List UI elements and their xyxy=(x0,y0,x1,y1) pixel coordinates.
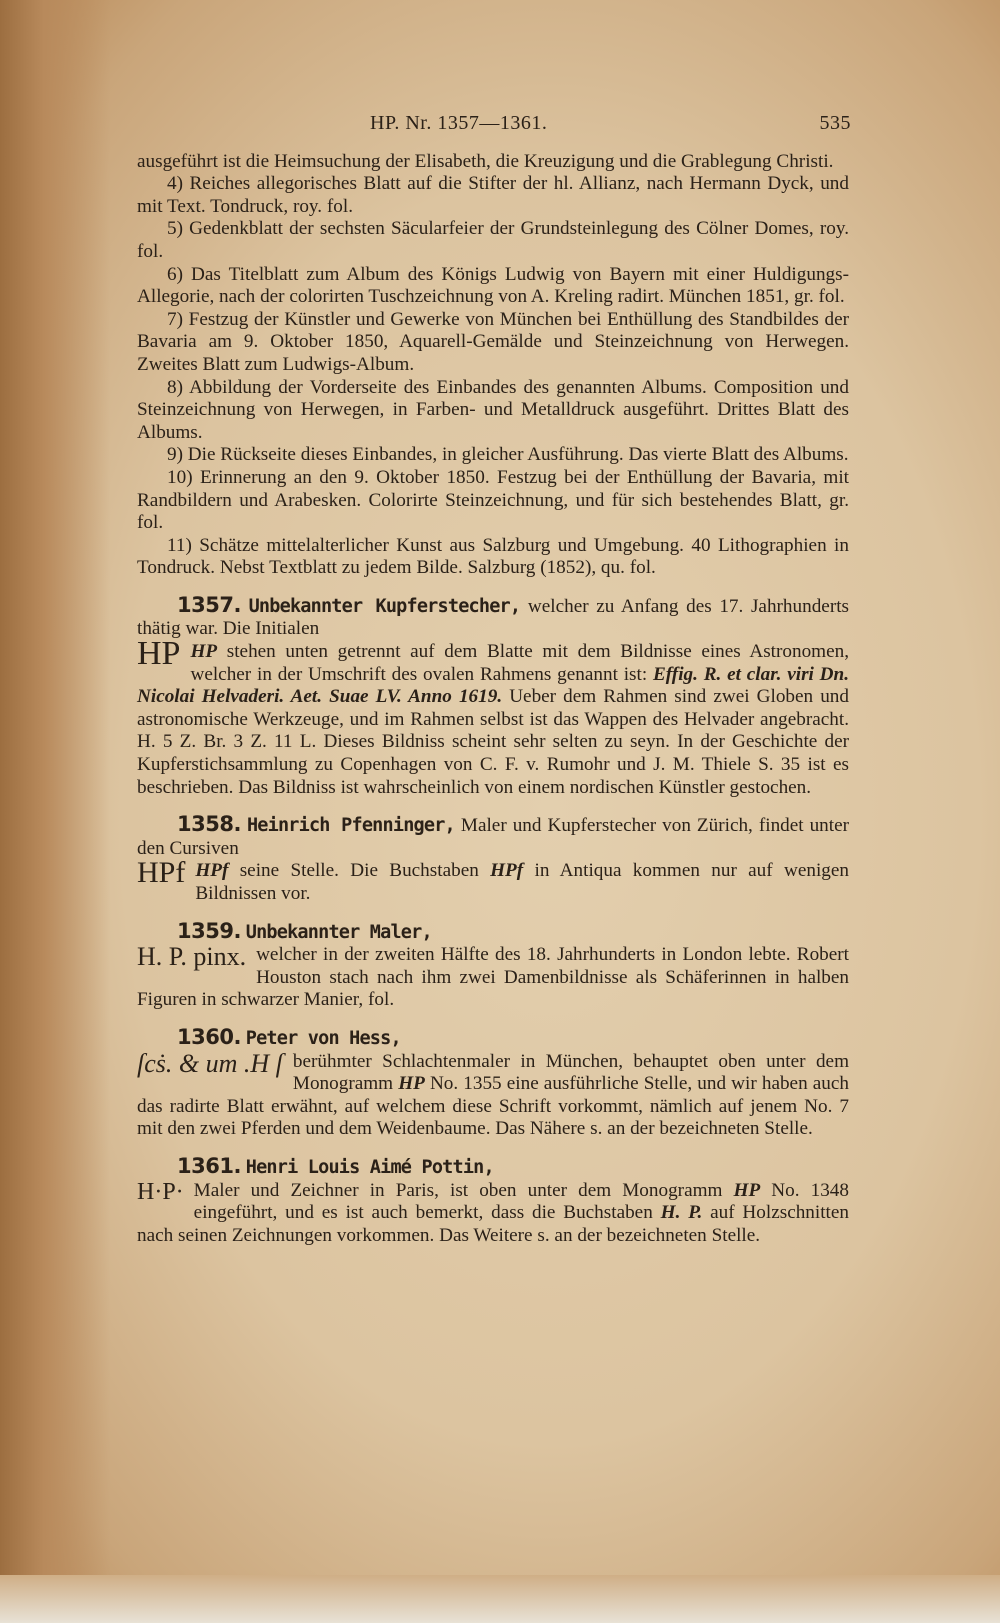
entry-number: 1361. xyxy=(177,1153,241,1178)
list-item-4: 4) Reiches allegorisches Blatt auf die Stifter der hl. Allianz, nach Hermann Dyck, und mit Text. Tondruck, roy. fol. xyxy=(137,173,849,217)
entry-1359 xyxy=(137,920,849,1012)
list-item-7: 7) Festzug der Künstler und Gewerke von München bei Enthüllung des Standbildes der Bavaria am 9. Oktober 1850, Aquarell-Gemälde und Steinzeichnung von Herwegen. Zweites Blatt zum Ludwigs-Album. xyxy=(137,308,849,375)
entry-1359-body: H. P. pinx. welcher in der zweiten Hälfte des 18. Jahrhunderts in London lebte. Robert Houston stach nach ihm zwei Damenbildnisse als Schäferinnen in halben Figuren in schwarzer Manier, fol. xyxy=(137,942,849,1011)
entry-name: Heinrich Pfenninger, xyxy=(246,815,455,837)
monogram-mark: H. P. pinx. xyxy=(137,942,247,972)
entry-number: 1360. xyxy=(177,1024,241,1049)
entry-1357-heading: 1357. Unbekannter Kupferstecher, welcher zu Anfang des 17. Jahrhunderts thätig war. Die Initialen xyxy=(137,592,850,640)
entry-1359-heading xyxy=(137,920,849,945)
entry-1360 xyxy=(137,1026,849,1141)
monogram-mark: ſcṡ. & um .H ſ xyxy=(137,1048,283,1078)
entry-number: 1358. xyxy=(177,812,241,837)
entry-name: Henri Louis Aimé Pottin, xyxy=(245,1156,494,1178)
monogram-mark: HPf xyxy=(137,856,186,890)
entry-name: Peter von Hess, xyxy=(245,1027,401,1049)
monogram-mark: H·P· xyxy=(137,1178,184,1205)
paragraph-continuation: ausgeführt ist die Heimsuchung der Elisabeth, die Kreuzigung und die Grablegung Christi. xyxy=(137,150,834,172)
list-item-11: 11) Schätze mittelalterlicher Kunst aus Salzburg und Umgebung. 40 Lithographien in Tondruck. Nebst Textblatt zu jedem Bilde. Salzburg (1852), qu. fol. xyxy=(137,534,849,579)
list-item-10: 10) Erinnerung an den 9. Oktober 1850. Festzug bei der Enthüllung der Bavaria, mit Randbildern und Arabesken. Colorirte Steinzeichnung, und für sich bestehendes Blatt, gr. fol. xyxy=(137,466,849,534)
list-item-8: 8) Abbildung der Vorderseite des Einbandes des genannten Albums. Composition und Steinzeichnung von Herwegen, in Farben- und Metalldruck ausgeführt. Drittes Blatt des Albums. xyxy=(137,376,849,443)
list-item-6: 6) Das Titelblatt zum Album des Königs Ludwig von Bayern mit einer Huldigungs-Allegorie, nach der colorirten Tuschzeichnung von A. Kreling radirt. München 1851, gr. fol. xyxy=(137,263,849,308)
entry-name: Unbekannter Maler, xyxy=(245,921,432,943)
scan-bottom-edge xyxy=(0,1575,1000,1623)
binding-shadow xyxy=(0,0,110,1623)
page-number: 535 xyxy=(819,112,851,134)
entry-1357 xyxy=(137,594,849,799)
list-item-5: 5) Gedenkblatt der sechsten Säcularfeier der Grundsteinlegung des Cölner Domes, roy. fol. xyxy=(137,218,849,262)
header-title: HP. Nr. 1357—1361. xyxy=(370,112,548,134)
book-page xyxy=(137,112,849,1247)
entry-number: 1357. xyxy=(177,592,241,617)
monogram-mark: HP xyxy=(137,635,181,673)
entry-1358 xyxy=(137,813,849,905)
running-header xyxy=(370,112,849,135)
entry-1358-heading: 1358. Heinrich Pfenninger, Maler und Kupferstecher von Zürich, findet unter den Cursiven xyxy=(137,812,850,859)
entry-1361-body: H·P· Maler und Zeichner in Paris, ist oben unter dem Monogramm HP No. 1348 eingeführt, und es ist auch bemerkt, dass die Buchstaben H. P. auf Holzschnitten nach seinen Zeichnungen vorkommen. Das Weitere s. an der bezeichneten Stelle. xyxy=(137,1178,849,1246)
entry-1360-heading xyxy=(137,1026,849,1051)
entry-name: Unbekannter Kupferstecher, xyxy=(248,595,521,617)
entry-number: 1359. xyxy=(177,918,241,943)
entry-1360-body: ſcṡ. & um .H ſ berühmter Schlachtenmaler in München, behauptet oben unter dem Monogramm HP No. 1355 eine ausführliche Stelle, und wir haben auch das radirte Blatt erwähnt, auf welchem diese Schrift vorkommt, nämlich auf jenem No. 7 mit den zwei Pferden und dem Weidenbaume. Das Nähere s. an der bezeichneten Stelle. xyxy=(137,1048,849,1140)
entry-1361 xyxy=(137,1155,849,1247)
list-item-9: 9) Die Rückseite dieses Einbandes, in gleicher Ausführung. Das vierte Blatt des Albums. xyxy=(167,444,849,466)
entry-1361-heading xyxy=(137,1155,849,1180)
entry-1357-body: HP HP stehen unten getrennt auf dem Blatte mit dem Bildnisse eines Astronomen, welcher in der Umschrift des ovalen Rahmens genannt ist: Effig. R. et clar. viri Dn. Nicolai Helvaderi. Aet. Suae LV. Anno 1619. Ueber dem Rahmen sind zwei Globen und astronomische Werkzeuge, und im Rahmen selbst ist das Wappen des Helvader angebracht. H. 5 Z. Br. 3 Z. 11 L. Dieses Bildniss scheint sehr selten zu seyn. In der Geschichte der Kupferstichsammlung zu Copenhagen von C. F. v. Rumohr und J. M. Thiele S. 35 ist es beschrieben. Das Bildniss ist wahrscheinlich von einem nordischen Künstler gestochen. xyxy=(137,635,849,798)
entry-1358-body: HPf HPf seine Stelle. Die Buchstaben HPf in Antiqua kommen nur auf wenigen Bildnissen vor. xyxy=(137,856,849,904)
